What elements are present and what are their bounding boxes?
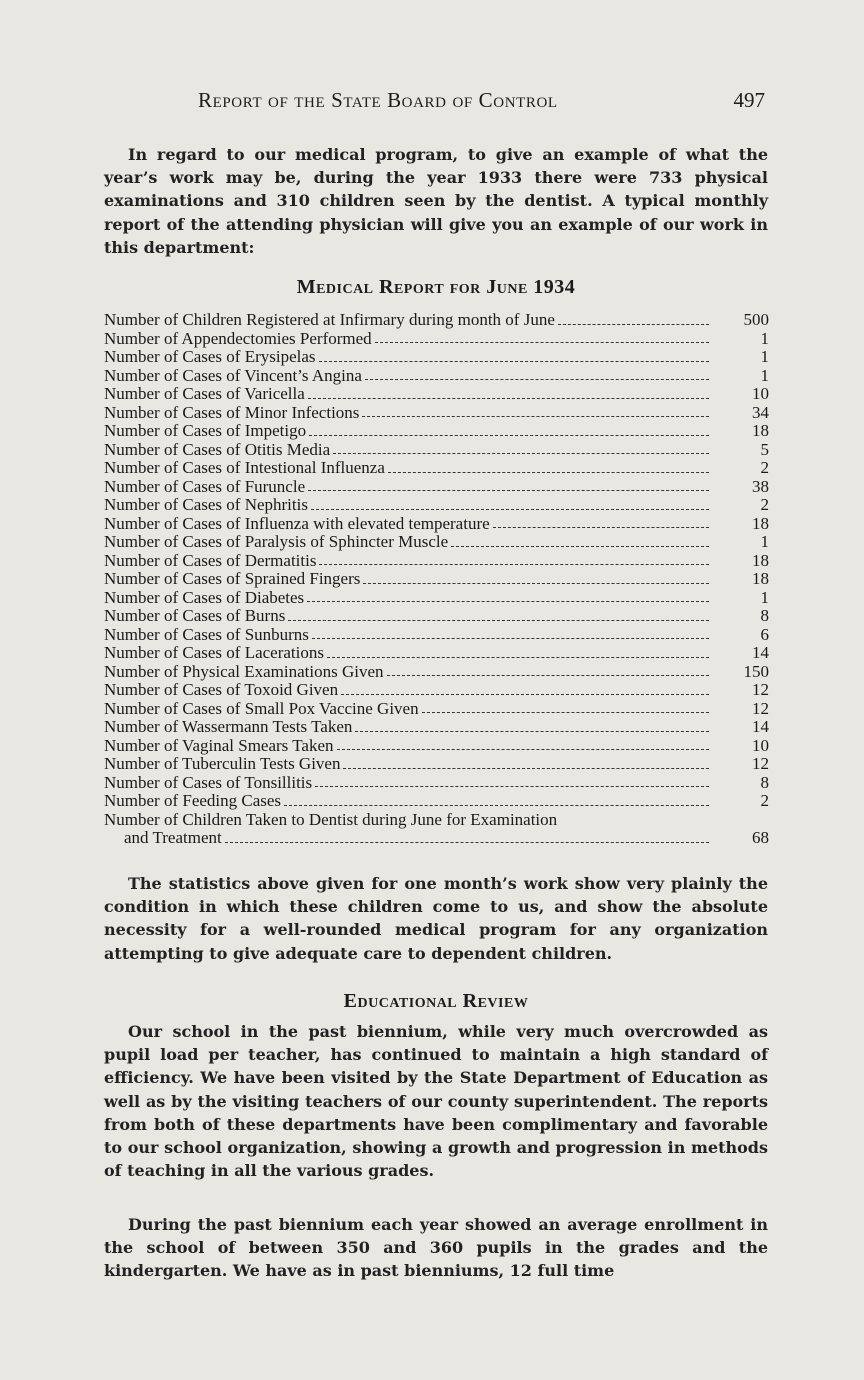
row-label: Number of Cases of Dermatitis — [104, 550, 317, 570]
dot-leader — [307, 601, 709, 602]
medical-report-table — [104, 311, 769, 848]
row-value: 8 — [760, 772, 769, 792]
table-row — [104, 404, 769, 423]
row-value: 14 — [752, 643, 769, 662]
row-label: Number of Physical Examinations Given — [104, 661, 384, 681]
table-row — [104, 644, 769, 663]
row-label: Number of Cases of Nephritis — [104, 495, 308, 514]
dot-leader — [337, 749, 709, 750]
dot-leader — [375, 342, 709, 343]
dot-leader — [365, 379, 709, 380]
row-value: 12 — [752, 680, 769, 699]
row-label: Number of Cases of Small Pox Vaccine Given — [104, 698, 419, 718]
dot-leader — [311, 509, 709, 510]
dot-leader — [319, 361, 709, 362]
row-label: Number of Cases of Intestional Influenza — [104, 458, 385, 477]
table-row — [104, 589, 769, 608]
row-value: 12 — [752, 698, 769, 718]
dot-leader — [308, 398, 709, 399]
dot-leader — [327, 657, 709, 658]
table-row — [104, 367, 769, 386]
dot-leader — [493, 527, 709, 528]
row-value: 10 — [752, 384, 769, 403]
row-label-continued: and Treatment — [124, 828, 222, 847]
row-label: Number of Cases of Tonsillitis — [104, 772, 313, 792]
row-label: Number of Tuberculin Tests Given — [104, 754, 341, 773]
table-row — [104, 570, 769, 589]
table-row — [104, 811, 769, 848]
table-row — [104, 422, 769, 441]
row-value: 18 — [752, 513, 769, 533]
table-row — [104, 774, 769, 793]
row-label: Number of Cases of Varicella — [104, 384, 305, 403]
dot-leader — [319, 564, 709, 565]
row-value: 1 — [760, 365, 769, 385]
row-label: Number of Cases of Minor Infections — [104, 402, 360, 422]
row-label: Number of Cases of Lacerations — [104, 643, 324, 662]
dot-leader — [355, 731, 709, 732]
row-label: Number of Children Taken to Dentist during June for Examination — [104, 809, 558, 829]
table-row — [104, 737, 769, 756]
row-label: Number of Vaginal Smears Taken — [104, 735, 334, 755]
dot-leader — [309, 435, 709, 436]
table-row — [104, 515, 769, 534]
table-row — [104, 496, 769, 515]
row-value: 5 — [760, 439, 769, 459]
row-label: Number of Cases of Toxoid Given — [104, 680, 339, 699]
table-row — [104, 663, 769, 682]
row-value: 18 — [752, 550, 769, 570]
table-row — [104, 700, 769, 719]
dot-leader — [387, 675, 709, 676]
table-row — [104, 718, 769, 737]
row-continuation — [104, 829, 769, 848]
table-row — [104, 626, 769, 645]
row-value: 8 — [760, 606, 769, 625]
dot-leader — [312, 638, 709, 639]
table-row — [104, 755, 769, 774]
row-value: 2 — [760, 458, 769, 477]
row-value: 68 — [752, 828, 769, 847]
row-label: Number of Feeding Cases — [104, 791, 282, 810]
intro-paragraph: In regard to our medical program, to give an example of what the year’s work may be, during the year 1933 there were 733 physical examinations and 310 children seen by the dentist. A typical monthly report of the attending physician will give you an example of our work in this department: — [104, 145, 768, 257]
dot-leader — [388, 472, 709, 473]
table-row — [104, 792, 769, 811]
row-value: 12 — [752, 754, 769, 773]
row-label: Number of Cases of Sprained Fingers — [104, 569, 361, 588]
table-row — [104, 533, 769, 552]
row-label: Number of Wassermann Tests Taken — [104, 717, 353, 736]
dot-leader — [308, 490, 709, 491]
row-value: 38 — [752, 476, 769, 496]
statistics-paragraph: The statistics above given for one month’s work show very plainly the condition in which these children come to us, and show the absolute necessity for a well-rounded medical program for any organization attempting to give adequate care to dependent children. — [104, 874, 768, 963]
row-value: 500 — [743, 310, 769, 329]
row-label: Number of Cases of Sunburns — [104, 624, 309, 644]
row-value: 2 — [760, 791, 769, 810]
dot-leader — [288, 620, 709, 621]
page-number: 497 — [733, 88, 765, 112]
table-row — [104, 385, 769, 404]
row-value: 1 — [760, 347, 769, 366]
dot-leader — [362, 416, 709, 417]
row-label: Number of Cases of Erysipelas — [104, 347, 316, 366]
row-label: Number of Cases of Influenza with elevated temperature — [104, 513, 490, 533]
table-row — [104, 441, 769, 460]
row-value: 34 — [752, 402, 769, 422]
medical-report-heading: Medical Report for June 1934 — [296, 276, 576, 298]
row-label: Number of Children Registered at Infirmary during month of June — [104, 310, 555, 329]
row-value: 10 — [752, 735, 769, 755]
row-value: 1 — [760, 532, 769, 551]
row-value: 18 — [752, 569, 769, 588]
dot-leader — [558, 324, 709, 325]
dot-leader — [333, 453, 709, 454]
dot-leader — [422, 712, 709, 713]
dot-leader — [363, 583, 709, 584]
row-label: Number of Cases of Otitis Media — [104, 439, 331, 459]
row-value: 1 — [760, 587, 769, 607]
dot-leader — [451, 546, 709, 547]
educational-paragraph-2: During the past biennium each year showed an average enrollment in the school of between 350 and 360 pupils in the grades and the kindergarten. We have as in past bienniums, 12 full time — [104, 1215, 768, 1281]
row-label: Number of Cases of Burns — [104, 606, 286, 625]
educational-review-heading: Educational Review — [343, 990, 529, 1012]
row-value: 2 — [760, 495, 769, 514]
dot-leader — [315, 786, 709, 787]
table-row — [104, 330, 769, 349]
row-value: 18 — [752, 421, 769, 440]
row-label: Number of Cases of Vincent’s Angina — [104, 365, 362, 385]
dot-leader — [341, 694, 709, 695]
table-row — [104, 681, 769, 700]
running-title: Report of the State Board of Control — [198, 88, 558, 112]
dot-leader — [284, 805, 709, 806]
row-value: 150 — [743, 661, 769, 681]
row-label: Number of Cases of Paralysis of Sphincter Muscle — [104, 532, 449, 551]
table-row — [104, 348, 769, 367]
row-value: 14 — [752, 717, 769, 736]
table-row — [104, 552, 769, 571]
row-label: Number of Cases of Furuncle — [104, 476, 306, 496]
row-value: 6 — [760, 624, 769, 644]
table-row — [104, 478, 769, 497]
dot-leader — [225, 842, 709, 843]
running-head — [198, 88, 768, 118]
table-row — [104, 607, 769, 626]
row-label: Number of Cases of Diabetes — [104, 587, 305, 607]
educational-paragraph-1: Our school in the past biennium, while very much overcrowded as pupil load per teacher, has continued to maintain a high standard of efficiency. We have been visited by the State Department of Education as well as by the visiting teachers of our county superintendent. The reports from both of these departments have been complimentary and favorable to our school organization, showing a growth and progression in methods of teaching in all the various grades. — [104, 1022, 768, 1181]
table-row — [104, 311, 769, 330]
row-value: 1 — [760, 328, 769, 348]
row-label: Number of Cases of Impetigo — [104, 421, 307, 440]
dot-leader — [343, 768, 709, 769]
table-row — [104, 459, 769, 478]
row-label: Number of Appendectomies Performed — [104, 328, 372, 348]
